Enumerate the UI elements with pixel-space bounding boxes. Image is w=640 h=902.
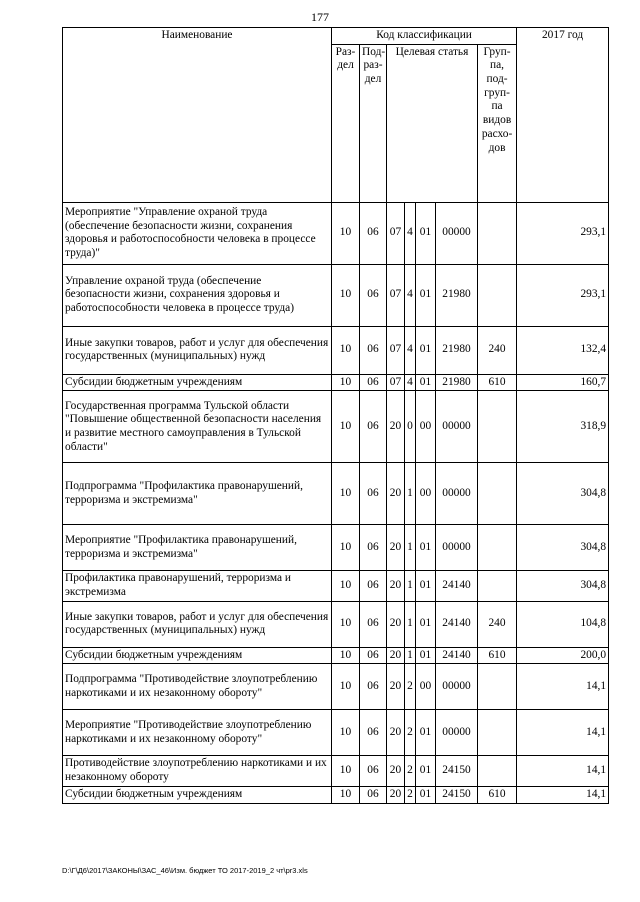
table-cell-target-subprogram: 2	[405, 664, 416, 710]
table-cell-name: Субсидии бюджетным учреждениям	[63, 374, 332, 391]
table-cell-razdel: 10	[332, 326, 360, 374]
table-cell-name: Мероприятие "Профилактика правонарушений, терроризма и экстремизма"	[63, 525, 332, 571]
table-cell-podrazdel: 06	[360, 463, 387, 525]
table-cell-target-subprogram: 0	[405, 391, 416, 463]
table-cell-razdel: 10	[332, 391, 360, 463]
page-number: 177	[311, 10, 329, 24]
table-cell-target-direction: 00000	[436, 202, 478, 264]
file-path-footer: D:\Г\Д6\2017\ЗАКОНЫ\ЗАС_46\Изм. бюджет ТО 2017-2019_2 чт\pr3.xls	[62, 866, 308, 875]
table-cell-target-event: 01	[416, 710, 436, 756]
table-cell-name: Мероприятие "Противодействие злоупотреблению наркотиками и их незаконному обороту"	[63, 710, 332, 756]
table-cell-target-event: 01	[416, 374, 436, 391]
table-cell-name: Субсидии бюджетным учреждениям	[63, 647, 332, 664]
table-row	[63, 391, 609, 463]
table-row	[63, 601, 609, 647]
table-cell-target-direction: 21980	[436, 264, 478, 326]
table-cell-expense-group: 240	[478, 601, 517, 647]
budget-table	[62, 27, 609, 804]
table-row	[63, 374, 609, 391]
table-cell-target-program: 20	[387, 647, 405, 664]
table-cell-target-program: 20	[387, 571, 405, 601]
table-cell-name: Мероприятие "Управление охраной труда (обеспечение безопасности жизни, сохранения здоровья и работоспособности человека в процессе труда)"	[63, 202, 332, 264]
table-row	[63, 202, 609, 264]
table-cell-razdel: 10	[332, 571, 360, 601]
table-cell-podrazdel: 06	[360, 326, 387, 374]
table-cell-target-program: 20	[387, 710, 405, 756]
table-row	[63, 756, 609, 786]
table-cell-target-event: 00	[416, 391, 436, 463]
table-cell-target-program: 20	[387, 525, 405, 571]
table-row	[63, 647, 609, 664]
table-cell-amount: 132,4	[517, 326, 609, 374]
table-cell-razdel: 10	[332, 264, 360, 326]
table-cell-expense-group	[478, 664, 517, 710]
table-cell-target-event: 01	[416, 647, 436, 664]
table-cell-target-subprogram: 4	[405, 326, 416, 374]
table-cell-razdel: 10	[332, 756, 360, 786]
table-cell-target-direction: 00000	[436, 525, 478, 571]
header-razdel: Раз- дел	[332, 44, 360, 202]
table-cell-target-event: 01	[416, 571, 436, 601]
table-cell-razdel: 10	[332, 710, 360, 756]
table-cell-target-event: 01	[416, 525, 436, 571]
table-cell-name: Подпрограмма "Профилактика правонарушений, терроризма и экстремизма"	[63, 463, 332, 525]
table-cell-target-event: 01	[416, 601, 436, 647]
table-cell-name: Иные закупки товаров, работ и услуг для обеспечения государственных (муниципальных) нужд	[63, 326, 332, 374]
table-cell-target-program: 20	[387, 391, 405, 463]
table-cell-target-subprogram: 4	[405, 264, 416, 326]
table-cell-target-direction: 00000	[436, 710, 478, 756]
table-cell-target-subprogram: 4	[405, 202, 416, 264]
table-cell-target-direction: 00000	[436, 391, 478, 463]
table-cell-target-direction: 00000	[436, 664, 478, 710]
table-cell-expense-group	[478, 202, 517, 264]
table-cell-target-program: 07	[387, 374, 405, 391]
table-cell-expense-group	[478, 463, 517, 525]
table-cell-amount: 318,9	[517, 391, 609, 463]
table-cell-razdel: 10	[332, 374, 360, 391]
table-cell-amount: 14,1	[517, 710, 609, 756]
table-cell-name: Профилактика правонарушений, терроризма и экстремизма	[63, 571, 332, 601]
table-cell-target-direction: 24150	[436, 786, 478, 803]
table-cell-target-event: 01	[416, 326, 436, 374]
table-cell-target-subprogram: 1	[405, 463, 416, 525]
table-cell-name: Иные закупки товаров, работ и услуг для обеспечения государственных (муниципальных) нужд	[63, 601, 332, 647]
table-cell-podrazdel: 06	[360, 264, 387, 326]
table-cell-amount: 14,1	[517, 756, 609, 786]
table-cell-target-event: 01	[416, 756, 436, 786]
table-cell-target-direction: 21980	[436, 374, 478, 391]
table-cell-podrazdel: 06	[360, 525, 387, 571]
table-cell-podrazdel: 06	[360, 374, 387, 391]
table-cell-target-program: 20	[387, 664, 405, 710]
table-cell-amount: 304,8	[517, 525, 609, 571]
table-row	[63, 463, 609, 525]
header-name: Наименование	[63, 28, 332, 203]
table-cell-name: Управление охраной труда (обеспечение безопасности жизни, сохранения здоровья и работоспособности человека в процессе труда)	[63, 264, 332, 326]
table-cell-amount: 14,1	[517, 786, 609, 803]
table-cell-target-direction: 24140	[436, 601, 478, 647]
table-cell-target-subprogram: 1	[405, 571, 416, 601]
header-row-top	[63, 28, 609, 45]
table-cell-expense-group: 610	[478, 374, 517, 391]
table-cell-target-subprogram: 2	[405, 710, 416, 756]
table-cell-target-event: 01	[416, 202, 436, 264]
table-cell-podrazdel: 06	[360, 601, 387, 647]
table-cell-amount: 304,8	[517, 571, 609, 601]
table-cell-razdel: 10	[332, 525, 360, 571]
table-cell-podrazdel: 06	[360, 391, 387, 463]
table-cell-target-program: 20	[387, 756, 405, 786]
table-cell-target-subprogram: 4	[405, 374, 416, 391]
table-cell-target-program: 07	[387, 202, 405, 264]
table-cell-podrazdel: 06	[360, 647, 387, 664]
table-cell-podrazdel: 06	[360, 202, 387, 264]
table-cell-razdel: 10	[332, 463, 360, 525]
header-group: Груп- па, под- груп- па видов расхо- дов	[478, 44, 517, 202]
table-cell-target-subprogram: 2	[405, 756, 416, 786]
table-row	[63, 264, 609, 326]
table-row	[63, 525, 609, 571]
table-cell-razdel: 10	[332, 202, 360, 264]
table-cell-target-subprogram: 2	[405, 786, 416, 803]
table-cell-razdel: 10	[332, 664, 360, 710]
table-cell-expense-group: 240	[478, 326, 517, 374]
table-cell-podrazdel: 06	[360, 571, 387, 601]
table-cell-podrazdel: 06	[360, 664, 387, 710]
table-cell-podrazdel: 06	[360, 756, 387, 786]
table-cell-amount: 293,1	[517, 264, 609, 326]
header-year: 2017 год	[517, 28, 609, 203]
table-cell-name: Государственная программа Тульской области "Повышение общественной безопасности населения и развитие местного самоуправления в Тульской области"	[63, 391, 332, 463]
header-code-group: Код классификации	[332, 28, 517, 45]
table-cell-expense-group	[478, 571, 517, 601]
table-row	[63, 786, 609, 803]
header-target: Целевая статья	[387, 44, 478, 202]
table-cell-name: Противодействие злоупотреблению наркотиками и их незаконному обороту	[63, 756, 332, 786]
table-cell-target-event: 00	[416, 463, 436, 525]
table-cell-target-subprogram: 1	[405, 601, 416, 647]
table-cell-amount: 104,8	[517, 601, 609, 647]
table-cell-target-direction: 21980	[436, 326, 478, 374]
table-cell-target-direction: 24140	[436, 647, 478, 664]
table-cell-razdel: 10	[332, 647, 360, 664]
table-cell-target-subprogram: 1	[405, 647, 416, 664]
table-cell-amount: 293,1	[517, 202, 609, 264]
table-cell-target-direction: 24150	[436, 756, 478, 786]
table-cell-expense-group	[478, 710, 517, 756]
table-cell-amount: 160,7	[517, 374, 609, 391]
table-cell-podrazdel: 06	[360, 786, 387, 803]
table-row	[63, 664, 609, 710]
table-cell-target-program: 20	[387, 786, 405, 803]
table-cell-name: Подпрограмма "Противодействие злоупотреблению наркотиками и их незаконному обороту"	[63, 664, 332, 710]
table-cell-target-program: 07	[387, 326, 405, 374]
table-cell-target-program: 20	[387, 601, 405, 647]
table-cell-target-event: 00	[416, 664, 436, 710]
table-cell-target-program: 20	[387, 463, 405, 525]
table-cell-expense-group	[478, 525, 517, 571]
table-cell-target-direction: 24140	[436, 571, 478, 601]
table-cell-target-event: 01	[416, 786, 436, 803]
table-cell-expense-group	[478, 756, 517, 786]
table-row	[63, 571, 609, 601]
table-cell-razdel: 10	[332, 786, 360, 803]
table-cell-amount: 200,0	[517, 647, 609, 664]
table-row	[63, 326, 609, 374]
table-cell-expense-group: 610	[478, 647, 517, 664]
table-cell-expense-group	[478, 264, 517, 326]
table-cell-amount: 14,1	[517, 664, 609, 710]
table-cell-target-subprogram: 1	[405, 525, 416, 571]
table-body	[63, 202, 609, 803]
table-cell-target-direction: 00000	[436, 463, 478, 525]
table-cell-name: Субсидии бюджетным учреждениям	[63, 786, 332, 803]
table-cell-target-event: 01	[416, 264, 436, 326]
table-cell-expense-group: 610	[478, 786, 517, 803]
table-cell-podrazdel: 06	[360, 710, 387, 756]
header-podrazdel: Под- раз- дел	[360, 44, 387, 202]
table-cell-target-program: 07	[387, 264, 405, 326]
table-cell-amount: 304,8	[517, 463, 609, 525]
table-cell-expense-group	[478, 391, 517, 463]
table-row	[63, 710, 609, 756]
table-cell-razdel: 10	[332, 601, 360, 647]
